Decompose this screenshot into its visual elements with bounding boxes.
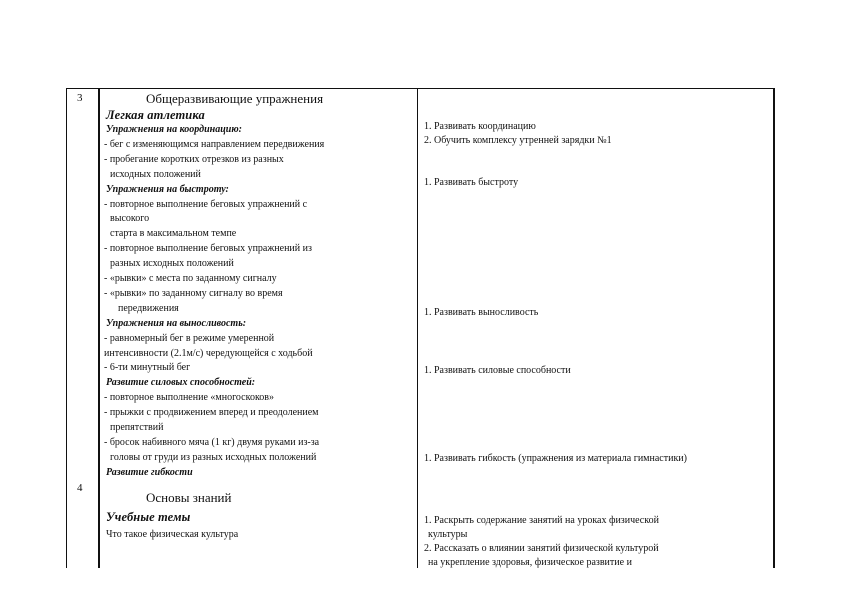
exercise-line: головы от груди из разных исходных положений bbox=[110, 451, 317, 463]
exercise-line: - повторное выполнение «многоскоков» bbox=[104, 392, 275, 404]
exercise-line: - «рывки» с места по заданному сигналу bbox=[104, 273, 277, 284]
exercise-category-heading: Развитие гибкости bbox=[106, 466, 193, 478]
exercise-line: - «рывки» по заданному сигналу во время bbox=[104, 287, 283, 299]
exercise-line: высокого bbox=[110, 213, 150, 225]
section-title-general-exercises: Общеразвивающие упражнения bbox=[146, 91, 324, 106]
goal-line: 1. Развивать выносливость bbox=[424, 307, 539, 318]
table-right-border bbox=[773, 88, 775, 568]
goals-column-divider bbox=[417, 88, 418, 568]
exercise-line: - повторное выполнение беговых упражнений с bbox=[104, 198, 308, 210]
goal-line: 1. Развивать гибкость (упражнения из материала гимнастики) bbox=[424, 453, 687, 464]
exercise-line: - бег с изменяющимся направлением передвижения bbox=[104, 138, 325, 150]
goal-line: 1. Развивать силовые способности bbox=[424, 365, 571, 376]
goal-line: культуры bbox=[428, 529, 468, 540]
section-title-knowledge-basics: Основы знаний bbox=[146, 490, 232, 505]
exercise-line: старта в максимальном темпе bbox=[110, 228, 237, 240]
exercise-line: разных исходных положений bbox=[110, 258, 234, 270]
goal-line: 2. Обучить комплексу утренней зарядки №1 bbox=[424, 135, 612, 146]
exercise-category-heading: Развитие силовых способностей: bbox=[106, 377, 256, 389]
exercise-line: - бросок набивного мяча (1 кг) двумя руками из-за bbox=[104, 436, 320, 448]
goal-line: 1. Развивать координацию bbox=[424, 121, 536, 132]
exercise-line: передвижения bbox=[118, 302, 179, 314]
topic-line: Что такое физическая культура bbox=[106, 529, 239, 540]
row-number-3: 3 bbox=[77, 92, 83, 104]
exercise-line: - равномерный бег в режиме умеренной bbox=[104, 332, 275, 344]
goal-line: на укрепление здоровья, физическое развитие и bbox=[428, 557, 632, 568]
goal-line: 2. Рассказать о влиянии занятий физической культурой bbox=[424, 543, 659, 554]
table-left-border bbox=[66, 88, 67, 568]
row-number-4: 4 bbox=[77, 482, 83, 494]
exercise-category-heading: Упражнения на быстроту: bbox=[106, 183, 229, 195]
exercise-line: исходных положений bbox=[110, 168, 201, 180]
section-subtitle-athletics: Легкая атлетика bbox=[106, 108, 205, 122]
exercise-line: - 6-ти минутный бег bbox=[104, 362, 191, 374]
table-top-border bbox=[66, 88, 774, 89]
exercise-line: препятствий bbox=[110, 422, 164, 433]
section-subtitle-study-topics: Учебные темы bbox=[106, 510, 191, 524]
exercise-category-heading: Упражнения на выносливость: bbox=[106, 317, 247, 329]
goal-line: 1. Раскрыть содержание занятий на уроках физической bbox=[424, 515, 659, 526]
exercise-category-heading: Упражнения на координацию: bbox=[106, 124, 242, 135]
exercise-line: - пробегание коротких отрезков из разных bbox=[104, 153, 284, 165]
goal-line: 1. Развивать быстроту bbox=[424, 177, 519, 188]
exercise-line: интенсивности (2.1м/с) чередующейся с ходьбой bbox=[104, 347, 313, 359]
exercise-line: - повторное выполнение беговых упражнений из bbox=[104, 243, 312, 255]
number-column-divider bbox=[98, 88, 100, 568]
exercise-line: - прыжки с продвижением вперед и преодолением bbox=[104, 407, 319, 419]
